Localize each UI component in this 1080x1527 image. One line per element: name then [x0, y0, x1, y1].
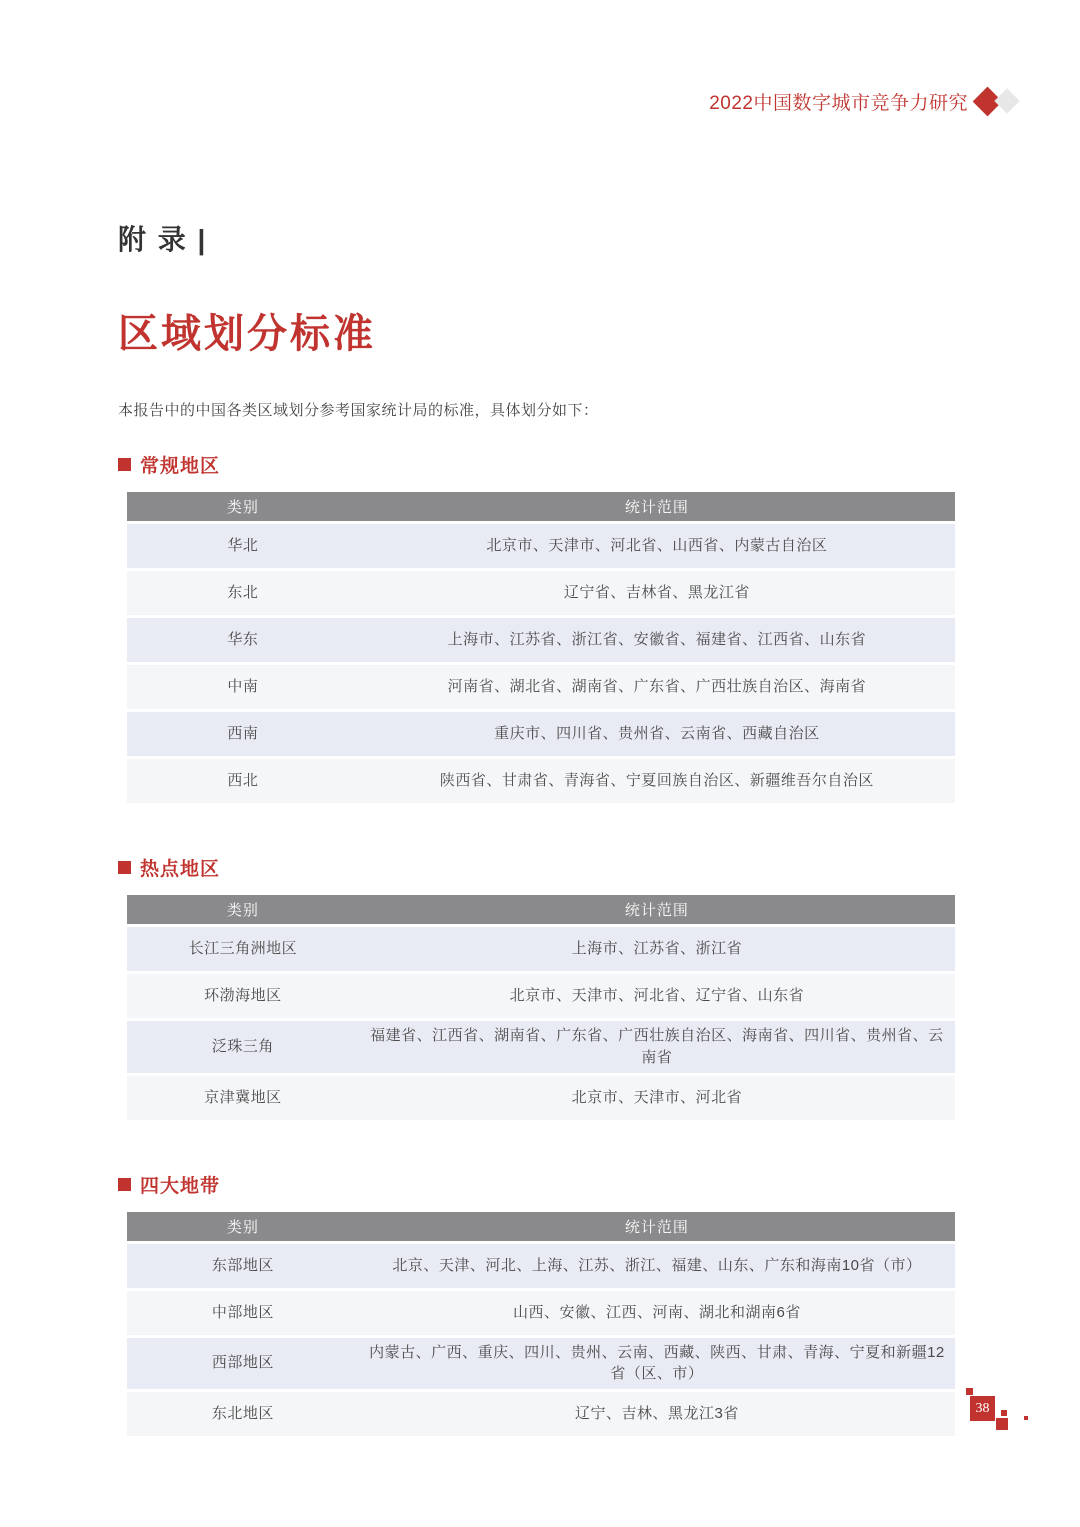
- scope-cell: 辽宁省、吉林省、黑龙江省: [359, 571, 955, 615]
- square-bullet-icon: [118, 861, 131, 874]
- column-header-category: 类别: [127, 492, 359, 521]
- scope-cell: 陕西省、甘肃省、青海省、宁夏回族自治区、新疆维吾尔自治区: [359, 759, 955, 803]
- category-cell: 东北: [127, 571, 359, 615]
- category-cell: 东北地区: [127, 1392, 359, 1436]
- column-header-category: 类别: [127, 1212, 359, 1241]
- category-cell: 中部地区: [127, 1291, 359, 1335]
- scope-cell: 北京市、天津市、河北省、辽宁省、山东省: [359, 974, 955, 1018]
- column-header-category: 类别: [127, 895, 359, 924]
- table-header-row: [127, 492, 955, 521]
- scope-cell: 河南省、湖北省、湖南省、广东省、广西壮族自治区、海南省: [359, 665, 955, 709]
- table-row: [127, 759, 955, 803]
- section-hotspot-regions: [118, 854, 956, 1123]
- section-four-zones: [118, 1171, 956, 1440]
- section-heading: [118, 854, 956, 881]
- table-row: [127, 665, 955, 709]
- page-number-badge: 38: [970, 1396, 995, 1421]
- category-cell: 东部地区: [127, 1244, 359, 1288]
- table-header-row: [127, 1212, 955, 1241]
- category-cell: 长江三角洲地区: [127, 927, 359, 971]
- table-row: [127, 618, 955, 662]
- table-row: [127, 1021, 955, 1073]
- section-heading-label: 常规地区: [140, 456, 221, 477]
- scope-cell: 北京市、天津市、河北省、山西省、内蒙古自治区: [359, 524, 955, 568]
- category-cell: 西南: [127, 712, 359, 756]
- regular-regions-table: [127, 489, 955, 806]
- category-cell: 京津冀地区: [127, 1076, 359, 1120]
- section-heading: [118, 451, 956, 478]
- column-header-scope: 统计范围: [359, 492, 955, 521]
- scope-cell: 上海市、江苏省、浙江省: [359, 927, 955, 971]
- table-row: [127, 974, 955, 1018]
- scope-cell: 辽宁、吉林、黑龙江3省: [359, 1392, 955, 1436]
- square-bullet-icon: [118, 1178, 131, 1191]
- report-title: 2022中国数字城市竞争力研究: [709, 92, 968, 114]
- appendix-label: 附 录 |: [118, 224, 208, 255]
- decorative-square-icon: [996, 1418, 1008, 1430]
- table-row: [127, 524, 955, 568]
- category-cell: 环渤海地区: [127, 974, 359, 1018]
- scope-cell: 山西、安徽、江西、河南、湖北和湖南6省: [359, 1291, 955, 1335]
- category-cell: 西北: [127, 759, 359, 803]
- hotspot-regions-table: [127, 892, 955, 1123]
- page-title: 区域划分标准: [118, 311, 376, 356]
- section-regular-regions: [118, 451, 956, 806]
- category-cell: 西部地区: [127, 1338, 359, 1390]
- scope-cell: 北京市、天津市、河北省: [359, 1076, 955, 1120]
- table-row: [127, 1392, 955, 1436]
- diamond-logo-icon: [977, 86, 1016, 116]
- four-zones-table: [127, 1209, 955, 1440]
- decorative-square-icon: [1024, 1416, 1028, 1420]
- square-bullet-icon: [118, 458, 131, 471]
- scope-cell: 内蒙古、广西、重庆、四川、贵州、云南、西藏、陕西、甘肃、青海、宁夏和新疆12省（区、市）: [359, 1338, 955, 1390]
- intro-paragraph: 本报告中的中国各类区域划分参考国家统计局的标准，具体划分如下：: [118, 402, 599, 419]
- table-row: [127, 927, 955, 971]
- section-heading-label: 热点地区: [140, 859, 221, 880]
- table-row: [127, 1076, 955, 1120]
- section-heading-label: 四大地带: [140, 1175, 221, 1197]
- decorative-square-icon: [966, 1388, 973, 1395]
- category-cell: 泛珠三角: [127, 1021, 359, 1073]
- table-row: [127, 712, 955, 756]
- page-header: [709, 86, 1016, 116]
- content: [118, 210, 956, 1439]
- gray-diamond-icon: [994, 88, 1019, 113]
- section-heading: [118, 1171, 956, 1198]
- column-header-scope: 统计范围: [359, 1212, 955, 1241]
- table-row: [127, 1338, 955, 1390]
- scope-cell: 上海市、江苏省、浙江省、安徽省、福建省、江西省、山东省: [359, 618, 955, 662]
- decorative-square-icon: [1001, 1410, 1007, 1416]
- table-row: [127, 1291, 955, 1335]
- table-header-row: [127, 895, 955, 924]
- page-number: [966, 1388, 1036, 1438]
- category-cell: 华北: [127, 524, 359, 568]
- table-row: [127, 1244, 955, 1288]
- table-row: [127, 571, 955, 615]
- scope-cell: 北京、天津、河北、上海、江苏、浙江、福建、山东、广东和海南10省（市）: [359, 1244, 955, 1288]
- scope-cell: 福建省、江西省、湖南省、广东省、广西壮族自治区、海南省、四川省、贵州省、云南省: [359, 1021, 955, 1073]
- column-header-scope: 统计范围: [359, 895, 955, 924]
- scope-cell: 重庆市、四川省、贵州省、云南省、西藏自治区: [359, 712, 955, 756]
- category-cell: 中南: [127, 665, 359, 709]
- category-cell: 华东: [127, 618, 359, 662]
